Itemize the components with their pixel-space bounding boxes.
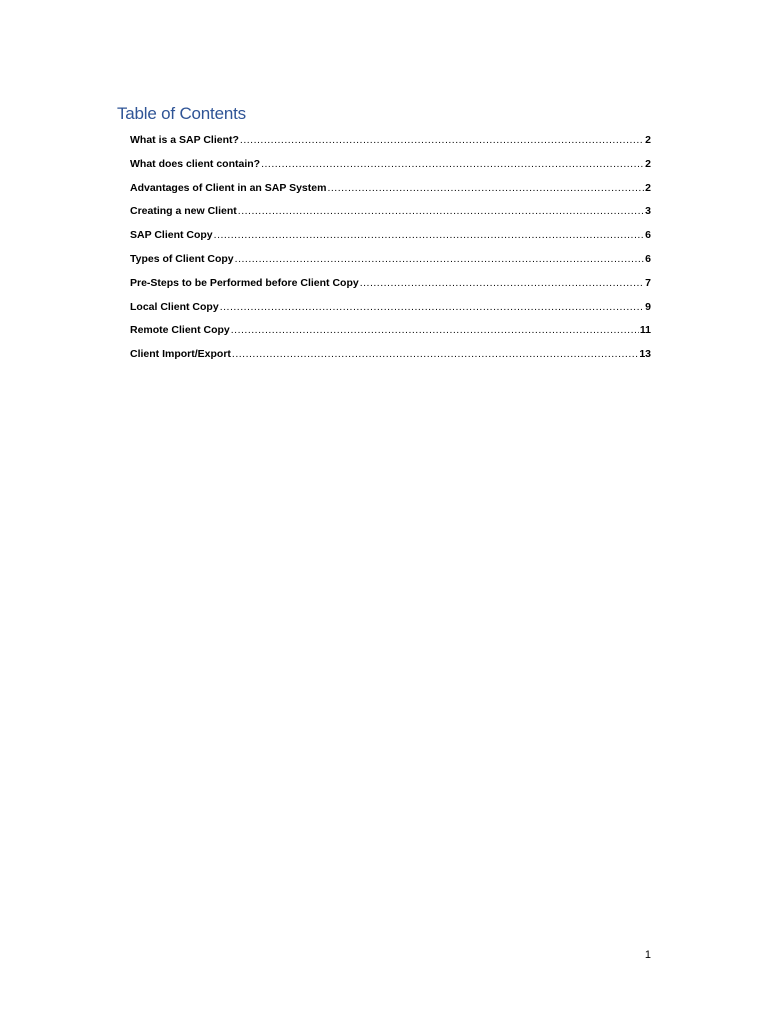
toc-entry-page: 6 — [645, 252, 651, 265]
toc-dot-leader — [238, 200, 644, 224]
toc-entry-page: 13 — [639, 348, 651, 361]
toc-entry[interactable] — [130, 200, 651, 224]
toc-entry[interactable] — [130, 248, 651, 272]
toc-entry[interactable] — [130, 153, 651, 177]
toc-entry[interactable] — [130, 224, 651, 248]
toc-entry-label: What is a SAP Client? — [130, 134, 239, 146]
toc-entry-label: Creating a new Client — [130, 205, 237, 218]
toc-heading: Table of Contents — [117, 104, 246, 123]
toc-entry-page: 2 — [645, 181, 651, 194]
toc-entry[interactable] — [130, 272, 651, 296]
toc-entry[interactable] — [130, 319, 651, 343]
table-of-contents — [117, 103, 651, 367]
toc-dot-leader — [232, 343, 638, 367]
toc-entry-label: Pre-Steps to be Performed before Client Copy — [130, 276, 359, 289]
toc-dot-leader — [360, 272, 644, 296]
toc-dot-leader — [231, 319, 639, 343]
toc-entry-label: Local Client Copy — [130, 300, 219, 313]
page-number: 1 — [644, 949, 651, 961]
toc-entry[interactable] — [130, 129, 651, 153]
toc-dot-leader — [235, 248, 645, 272]
toc-entry-page: 2 — [645, 157, 651, 170]
toc-entry-label: Types of Client Copy — [130, 252, 234, 265]
toc-entry-label: Remote Client Copy — [130, 324, 230, 337]
toc-entry[interactable] — [130, 177, 651, 201]
toc-entry-label: What does client contain? — [130, 157, 261, 170]
toc-entry-label: Client Import/Export — [130, 348, 231, 361]
toc-dot-leader — [214, 224, 645, 248]
toc-entry-page: 7 — [645, 276, 651, 289]
toc-entry-label: SAP Client Copy — [130, 229, 213, 242]
toc-entry-page: 2 — [645, 134, 651, 146]
toc-dot-leader — [220, 296, 644, 320]
toc-entry-page: 6 — [645, 229, 651, 242]
toc-entry-page: 11 — [639, 324, 651, 337]
toc-entry-page: 3 — [645, 205, 651, 218]
toc-entry[interactable] — [130, 343, 651, 367]
toc-dot-leader — [261, 153, 644, 177]
toc-dot-leader — [240, 129, 644, 153]
toc-dot-leader — [327, 177, 644, 201]
toc-entry-label: Advantages of Client in an SAP System — [130, 181, 327, 194]
toc-entry[interactable] — [130, 296, 651, 320]
toc-list — [117, 129, 651, 367]
toc-entry-page: 9 — [645, 300, 651, 313]
